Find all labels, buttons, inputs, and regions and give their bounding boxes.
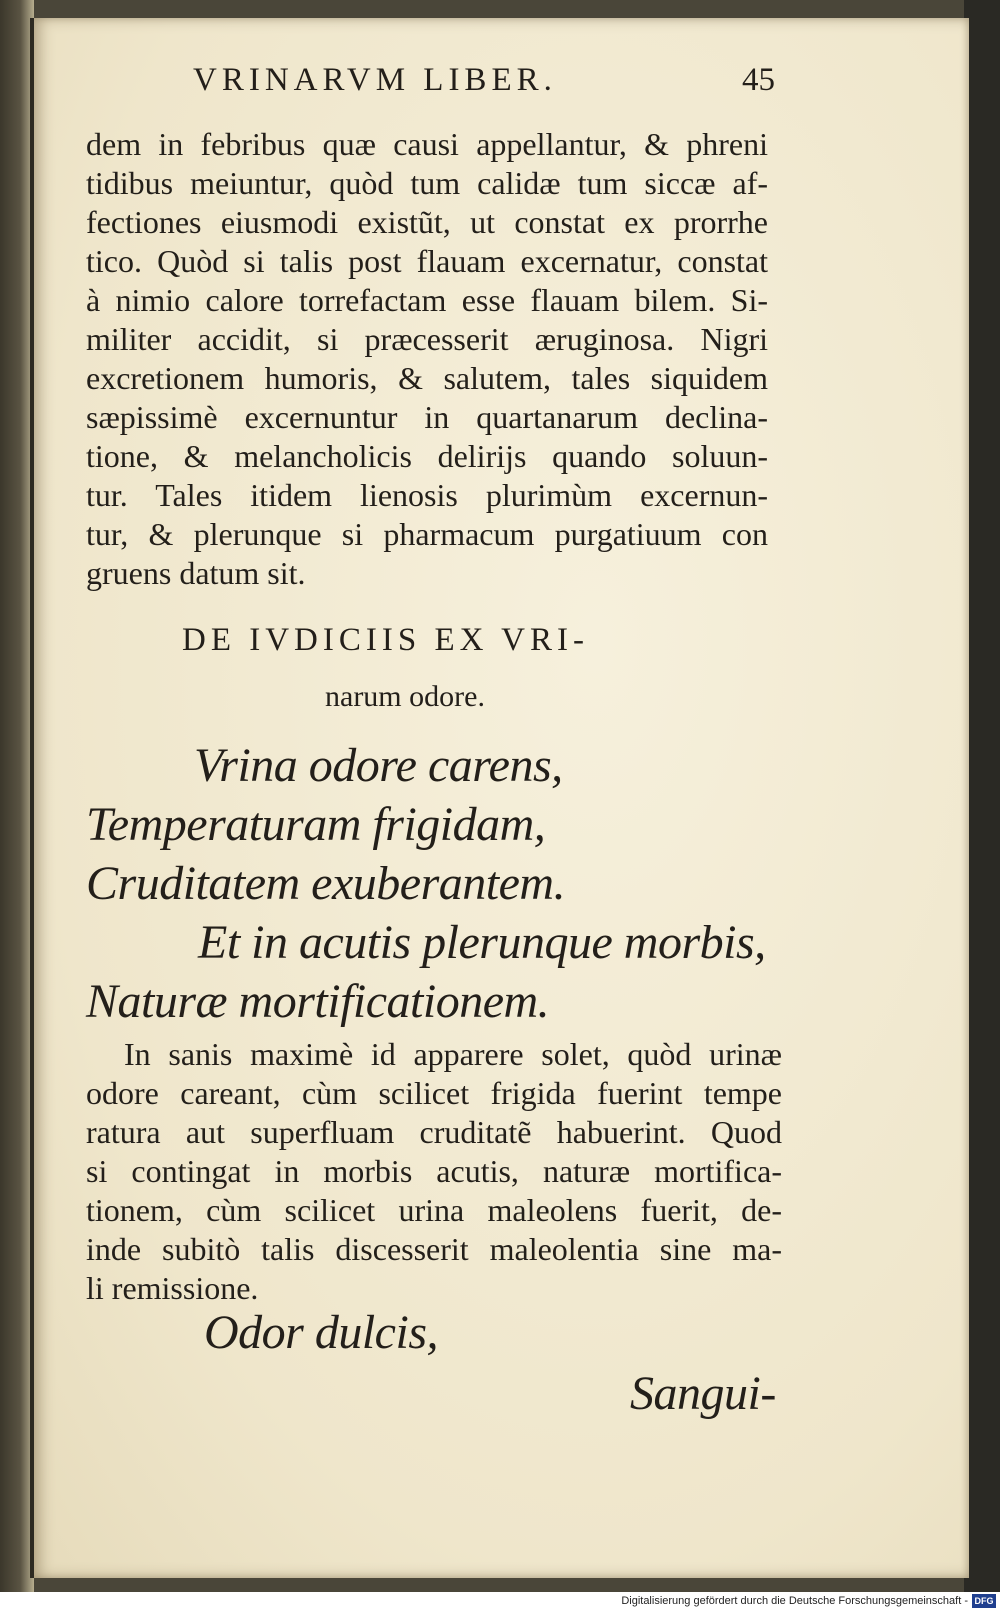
paragraph2-line: In sanis maximè id apparere solet, quòd urinæ [124,1036,782,1072]
paragraph2-line: li remissione. [86,1270,259,1306]
scan-margin [964,0,1000,1614]
paragraph2-line: tionem, cùm scilicet urina maleolens fuerit, de- [86,1192,782,1228]
section-heading-continued: narum odore. [325,680,485,713]
verse-line: Temperaturam frigidam, [86,798,546,851]
paragraph1-line: tur, & plerunque si pharmacum purgatiuum con [86,516,768,552]
paragraph2-line: si contingat in morbis acutis, naturæ mortifica- [86,1153,782,1189]
paragraph1-line: à nimio calore torrefactam esse flauam bilem. Si- [86,282,768,318]
verse-line: Vrina odore carens, [194,739,563,792]
paragraph1-line: fectiones eiusmodi existũt, ut constat ex prorrhe [86,204,768,240]
paragraph1-line: sæpissimè excernuntur in quartanarum declina- [86,399,768,435]
verse-line: Odor dulcis, [204,1306,438,1359]
verse-line: Et in acutis plerunque morbis, [198,916,766,969]
funding-notice: Digitalisierung gefördert durch die Deutsche Forschungsgemeinschaft - [621,1595,968,1607]
verse-line: Cruditatem exuberantem. [86,857,566,910]
dfg-logo-icon: DFG [972,1594,996,1608]
section-heading: DE IVDICIIS EX VRI- [182,622,589,658]
paragraph1-line: excretionem humoris, & salutem, tales siquidem [86,360,768,396]
paragraph1-line: gruens datum sit. [86,555,306,591]
paragraph1-line: tione, & melancholicis delirijs quando soluun- [86,438,768,474]
page-number: 45 [742,62,775,98]
paragraph2-line: inde subitò talis discesserit maleolentia sine ma- [86,1231,782,1267]
paragraph1-line: tur. Tales itidem lienosis plurimùm excernun- [86,477,768,513]
paragraph1-line: tidibus meiuntur, quòd tum calidæ tum siccæ af- [86,165,768,201]
paragraph2-line: odore careant, cùm scilicet frigida fuerint tempe [86,1075,782,1111]
verse-line: Naturæ mortificationem. [86,975,550,1028]
catchword: Sangui- [630,1367,776,1420]
paragraph1-line: dem in febribus quæ causi appellantur, & phreni [86,126,768,162]
paragraph1-line: militer accidit, si præcesserit æruginosa. Nigri [86,321,768,357]
running-head: VRINARVM LIBER. [193,62,557,98]
paragraph1-line: tico. Quòd si talis post flauam excernatur, constat [86,243,768,279]
paragraph2-line: ratura aut superfluam cruditatẽ habuerint. Quod [86,1114,782,1150]
book-gutter [0,0,34,1614]
